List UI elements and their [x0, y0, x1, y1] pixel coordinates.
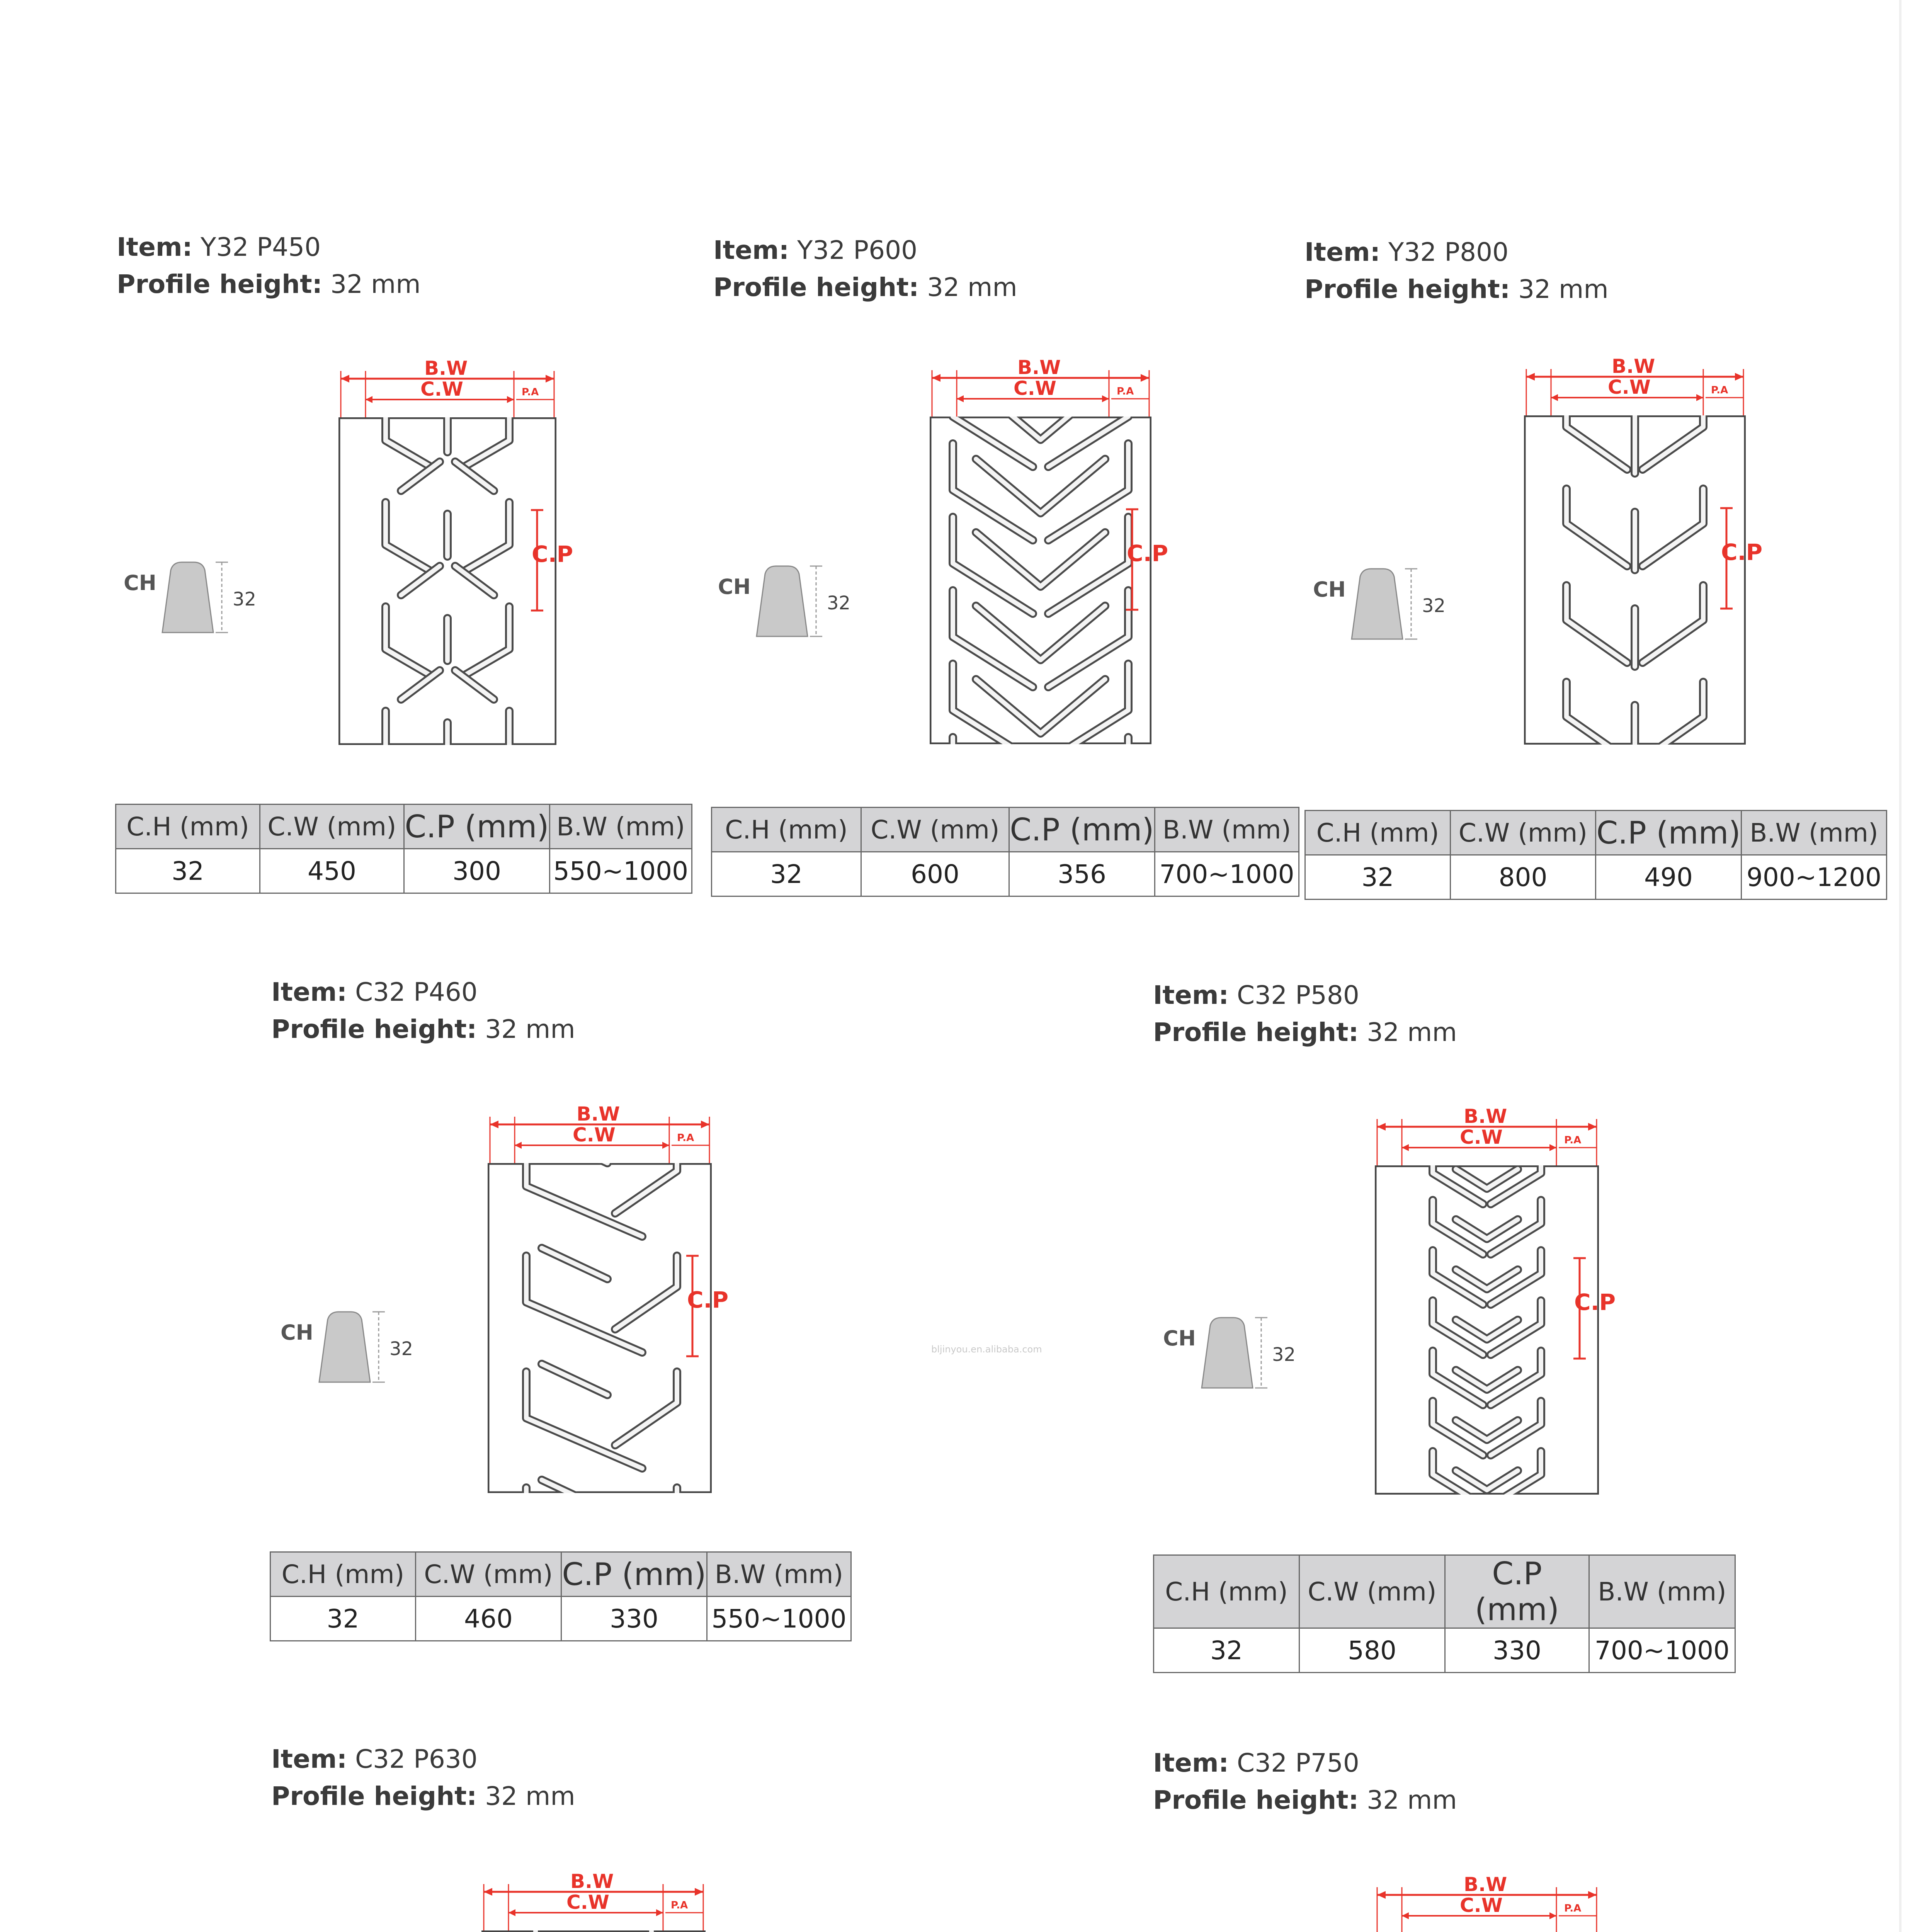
cleat-pattern — [1429, 1918, 1545, 1932]
spec-value-cell: 300 — [404, 849, 550, 893]
item-label: Item: — [1153, 1748, 1229, 1778]
watermark: bljinyou.en.alibaba.com — [931, 1344, 1042, 1355]
profile-height-number: 32 — [389, 1338, 413, 1360]
pa-label: P.A — [1564, 1903, 1582, 1914]
spec-value-cell: 600 — [861, 852, 1009, 896]
pa-label: P.A — [1564, 1134, 1582, 1146]
pa-label: P.A — [677, 1132, 694, 1144]
cw-label: C.W — [566, 1891, 609, 1913]
spec-header-cell: C.W (mm) — [416, 1552, 561, 1597]
spec-value-cell: 700~1000 — [1155, 852, 1299, 896]
spec-value-cell: 32 — [270, 1597, 416, 1641]
spec-value-cell: 550~1000 — [707, 1597, 851, 1641]
spec-header-cell: C.P (mm) — [1596, 811, 1742, 855]
ch-label: CH — [281, 1320, 313, 1345]
ch-label: CH — [124, 571, 156, 595]
spec-header-cell: C.H (mm) — [270, 1552, 416, 1597]
spec-header-cell: B.W (mm) — [1742, 811, 1887, 855]
spec-value-row — [1154, 1628, 1735, 1673]
profile-height-value: 32 mm — [1359, 1785, 1457, 1815]
spec-value-cell: 330 — [1445, 1628, 1589, 1673]
bw-label: B.W — [570, 1870, 614, 1893]
bw-label: B.W — [424, 357, 468, 379]
belt-diagram — [1375, 1873, 1634, 1932]
profile-height-label: Profile height: — [271, 1781, 477, 1811]
bw-label: B.W — [1017, 356, 1061, 379]
belt-diagram — [338, 359, 591, 745]
profile-height-value: 32 mm — [1510, 274, 1609, 304]
cw-label: C.W — [1460, 1126, 1503, 1148]
cw-label: C.W — [1014, 377, 1056, 400]
profile-height-value: 32 mm — [1359, 1017, 1457, 1047]
bw-label: B.W — [577, 1103, 620, 1125]
spec-header-cell: B.W (mm) — [1589, 1555, 1735, 1628]
item-code: Y32 P600 — [789, 235, 918, 265]
item-code: Y32 P800 — [1380, 237, 1509, 267]
profile-height-value: 32 mm — [322, 269, 421, 299]
belt-diagram — [488, 1105, 747, 1493]
item-heading — [271, 974, 575, 1048]
spec-table — [1153, 1554, 1736, 1673]
belt-diagram — [1375, 1107, 1634, 1495]
spec-table — [1304, 810, 1887, 900]
spec-value-cell: 460 — [416, 1597, 561, 1641]
spec-header-cell: C.H (mm) — [1305, 811, 1451, 855]
spec-value-row — [270, 1597, 851, 1641]
cp-label: C.P — [1721, 539, 1763, 565]
belt-diagram — [481, 1872, 740, 1932]
bw-label: B.W — [1612, 355, 1655, 378]
spec-header-cell: C.W (mm) — [260, 804, 404, 849]
spec-header-row — [1305, 811, 1887, 855]
item-code: C32 P460 — [347, 977, 478, 1007]
belt-diagram — [1524, 357, 1781, 745]
spec-header-cell: C.P (mm) — [404, 804, 550, 849]
spec-header-cell: C.H (mm) — [712, 808, 861, 852]
cleat-pattern — [536, 1915, 651, 1932]
item-heading — [1153, 1745, 1457, 1819]
profile-height-number: 32 — [233, 588, 257, 610]
cp-label: C.P — [532, 541, 573, 567]
profile-height-number: 32 — [827, 592, 851, 614]
spec-header-row — [1154, 1555, 1735, 1628]
item-heading — [1304, 234, 1609, 308]
item-code: C32 P630 — [347, 1744, 478, 1774]
cleat-profile — [281, 1296, 427, 1412]
profile-height-label: Profile height: — [1153, 1017, 1359, 1047]
cleat-profile — [1163, 1302, 1310, 1418]
profile-height-value: 32 mm — [919, 272, 1017, 302]
cw-label: C.W — [1460, 1894, 1503, 1917]
spec-header-cell: C.P (mm) — [561, 1552, 707, 1597]
belt-diagram — [930, 356, 1186, 744]
spec-value-cell: 550~1000 — [550, 849, 692, 893]
cw-label: C.W — [1608, 376, 1651, 398]
item-label: Item: — [1153, 980, 1229, 1010]
cw-label: C.W — [573, 1124, 616, 1146]
spec-header-cell: C.H (mm) — [116, 804, 260, 849]
spec-header-cell: C.H (mm) — [1154, 1555, 1299, 1628]
spec-header-cell: C.W (mm) — [1451, 811, 1596, 855]
spec-header-row — [712, 808, 1299, 852]
spec-header-cell: C.P (mm) — [1445, 1555, 1589, 1628]
item-heading — [117, 229, 421, 303]
spec-header-cell: B.W (mm) — [550, 804, 692, 849]
cp-label: C.P — [687, 1287, 729, 1313]
spec-value-cell: 32 — [116, 849, 260, 893]
profile-height-label: Profile height: — [713, 272, 919, 302]
spec-header-cell: B.W (mm) — [707, 1552, 851, 1597]
item-heading — [271, 1741, 575, 1815]
ch-label: CH — [718, 575, 751, 599]
spec-header-row — [116, 804, 692, 849]
spec-value-cell: 450 — [260, 849, 404, 893]
profile-height-label: Profile height: — [271, 1014, 477, 1044]
item-label: Item: — [713, 235, 789, 265]
spec-value-cell: 32 — [712, 852, 861, 896]
item-label: Item: — [117, 232, 193, 262]
spec-value-cell: 330 — [561, 1597, 707, 1641]
bw-label: B.W — [1464, 1873, 1507, 1896]
profile-height-label: Profile height: — [1153, 1785, 1359, 1815]
spec-value-cell: 800 — [1451, 855, 1596, 900]
pa-label: P.A — [671, 1900, 688, 1911]
profile-height-label: Profile height: — [117, 269, 323, 299]
spec-header-cell: B.W (mm) — [1155, 808, 1299, 852]
profile-height-number: 32 — [1272, 1344, 1296, 1366]
item-label: Item: — [1304, 237, 1381, 267]
profile-height-value: 32 mm — [477, 1014, 575, 1044]
spec-value-row — [116, 849, 692, 893]
profile-height-value: 32 mm — [477, 1781, 575, 1811]
cw-label: C.W — [420, 378, 463, 400]
spec-value-cell: 700~1000 — [1589, 1628, 1735, 1673]
profile-height-label: Profile height: — [1304, 274, 1510, 304]
cp-label: C.P — [1574, 1289, 1616, 1315]
spec-header-cell: C.P (mm) — [1009, 808, 1155, 852]
spec-table — [711, 807, 1299, 897]
item-code: C32 P750 — [1229, 1748, 1359, 1778]
spec-value-cell: 32 — [1154, 1628, 1299, 1673]
cleat-profile — [1313, 553, 1460, 669]
spec-value-cell: 490 — [1596, 855, 1742, 900]
cleat-profile — [124, 547, 270, 663]
cleat-profile — [718, 551, 865, 667]
profile-height-number: 32 — [1422, 595, 1446, 617]
pa-label: P.A — [1117, 386, 1134, 397]
ch-label: CH — [1163, 1326, 1196, 1350]
item-code: C32 P580 — [1229, 980, 1359, 1010]
spec-header-cell: C.W (mm) — [1299, 1555, 1445, 1628]
item-label: Item: — [271, 977, 347, 1007]
spec-value-cell: 356 — [1009, 852, 1155, 896]
spec-table — [270, 1551, 852, 1641]
item-label: Item: — [271, 1744, 347, 1774]
spec-value-cell: 580 — [1299, 1628, 1445, 1673]
spec-header-cell: C.W (mm) — [861, 808, 1009, 852]
item-heading — [713, 232, 1017, 306]
cp-label: C.P — [1127, 540, 1168, 566]
spec-table — [115, 804, 692, 894]
page-edge — [1899, 0, 1901, 1932]
pa-label: P.A — [1711, 384, 1728, 396]
item-heading — [1153, 977, 1457, 1051]
spec-value-cell: 900~1200 — [1742, 855, 1887, 900]
spec-value-cell: 32 — [1305, 855, 1451, 900]
pa-label: P.A — [522, 386, 539, 398]
spec-value-row — [1305, 855, 1887, 900]
spec-value-row — [712, 852, 1299, 896]
spec-header-row — [270, 1552, 851, 1597]
ch-label: CH — [1313, 577, 1346, 602]
bw-label: B.W — [1464, 1105, 1507, 1128]
item-code: Y32 P450 — [192, 232, 321, 262]
